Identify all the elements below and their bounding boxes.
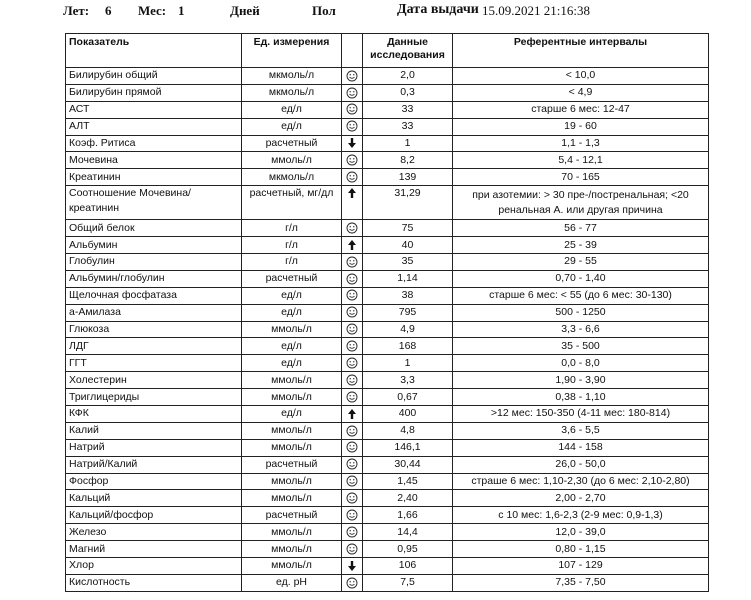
smile-icon — [346, 323, 358, 335]
row-ref: 107 - 129 — [453, 558, 709, 575]
smile-icon — [346, 306, 358, 318]
table-row — [66, 541, 709, 558]
smile-icon — [346, 543, 358, 555]
table-row — [66, 507, 709, 524]
smile-icon — [346, 70, 358, 82]
table-row — [66, 118, 709, 135]
row-name: Альбумин — [66, 237, 242, 254]
row-name: ГГТ — [66, 355, 242, 372]
table-row — [66, 558, 709, 575]
row-value: 7,5 — [363, 574, 453, 591]
row-ref: 25 - 39 — [453, 237, 709, 254]
row-flag — [342, 406, 363, 423]
row-value: 4,9 — [363, 321, 453, 338]
table-row — [66, 68, 709, 85]
row-value: 1,14 — [363, 270, 453, 287]
smile-icon — [346, 222, 358, 234]
smile-icon — [346, 374, 358, 386]
row-ref: 29 - 55 — [453, 254, 709, 271]
table-row — [66, 321, 709, 338]
row-flag — [342, 422, 363, 439]
row-flag — [342, 524, 363, 541]
row-flag — [342, 270, 363, 287]
row-ref: 5,4 - 12,1 — [453, 152, 709, 169]
table-row — [66, 186, 709, 220]
row-unit: ед/л — [242, 338, 342, 355]
report-header — [0, 0, 751, 30]
row-name: а-Амилаза — [66, 304, 242, 321]
table-row — [66, 287, 709, 304]
row-name: Кальций — [66, 490, 242, 507]
table-row — [66, 422, 709, 439]
row-ref: 70 - 165 — [453, 169, 709, 186]
row-ref: 3,6 - 5,5 — [453, 422, 709, 439]
row-flag — [342, 372, 363, 389]
table-row — [66, 152, 709, 169]
row-ref: при азотемии: > 30 пре-/постренальная; <20 ренальная А. или другая причина — [453, 186, 709, 220]
row-name: Калий — [66, 422, 242, 439]
smile-icon — [346, 273, 358, 285]
row-name: Общий белок — [66, 220, 242, 237]
row-unit: г/л — [242, 254, 342, 271]
row-unit: г/л — [242, 220, 342, 237]
row-name: АСТ — [66, 101, 242, 118]
row-unit: ед. pH — [242, 574, 342, 591]
row-value: 1,45 — [363, 473, 453, 490]
smile-icon — [346, 458, 358, 470]
table-row — [66, 135, 709, 152]
row-value: 3,3 — [363, 372, 453, 389]
row-value: 33 — [363, 118, 453, 135]
smile-icon — [346, 87, 358, 99]
row-ref: старше 6 мес: 12-47 — [453, 101, 709, 118]
row-ref: 1,1 - 1,3 — [453, 135, 709, 152]
years-label: Лет: — [63, 3, 90, 18]
row-name: Холестерин — [66, 372, 242, 389]
smile-icon — [346, 475, 358, 487]
row-unit: расчетный — [242, 456, 342, 473]
row-name: Билирубин прямой — [66, 84, 242, 101]
row-name: Альбумин/глобулин — [66, 270, 242, 287]
table-row — [66, 473, 709, 490]
row-name: Натрий — [66, 439, 242, 456]
row-unit: ммоль/л — [242, 439, 342, 456]
row-ref: 0,0 - 8,0 — [453, 355, 709, 372]
row-name: Глюкоза — [66, 321, 242, 338]
row-ref: с 10 мес: 1,6-2,3 (2-9 мес: 0,9-1,3) — [453, 507, 709, 524]
table-row — [66, 406, 709, 423]
row-flag — [342, 355, 363, 372]
table-row — [66, 439, 709, 456]
row-unit: г/л — [242, 237, 342, 254]
row-value: 139 — [363, 169, 453, 186]
row-ref: 56 - 77 — [453, 220, 709, 237]
row-flag — [342, 169, 363, 186]
table-row — [66, 456, 709, 473]
row-unit: ммоль/л — [242, 558, 342, 575]
row-name: Триглицериды — [66, 389, 242, 406]
row-ref: 144 - 158 — [453, 439, 709, 456]
row-ref: 35 - 500 — [453, 338, 709, 355]
smile-icon — [346, 357, 358, 369]
row-value: 31,29 — [363, 186, 453, 220]
row-unit: ед/л — [242, 355, 342, 372]
row-unit: ммоль/л — [242, 541, 342, 558]
row-name: ЛДГ — [66, 338, 242, 355]
smile-icon — [346, 120, 358, 132]
issue-date-label: Дата выдачи — [397, 2, 479, 17]
row-unit: ммоль/л — [242, 389, 342, 406]
row-ref: 3,3 - 6,6 — [453, 321, 709, 338]
days-label: Дней — [230, 3, 260, 18]
smile-icon — [346, 492, 358, 504]
row-flag — [342, 439, 363, 456]
table-row — [66, 270, 709, 287]
smile-icon — [346, 289, 358, 301]
row-unit: ммоль/л — [242, 524, 342, 541]
row-ref: страше 6 мес: 1,10-2,30 (до 6 мес: 2,10-2,80) — [453, 473, 709, 490]
row-flag — [342, 237, 363, 254]
row-unit: ммоль/л — [242, 321, 342, 338]
row-unit: расчетный — [242, 270, 342, 287]
row-flag — [342, 186, 363, 220]
row-value: 30,44 — [363, 456, 453, 473]
row-value: 40 — [363, 237, 453, 254]
row-value: 8,2 — [363, 152, 453, 169]
row-value: 1,66 — [363, 507, 453, 524]
row-name: Креатинин — [66, 169, 242, 186]
row-value: 2,0 — [363, 68, 453, 85]
row-name: Железо — [66, 524, 242, 541]
smile-icon — [346, 340, 358, 352]
sex-label: Пол — [312, 3, 336, 18]
smile-icon — [346, 526, 358, 538]
row-flag — [342, 490, 363, 507]
smile-icon — [346, 577, 358, 589]
row-flag — [342, 321, 363, 338]
row-value: 33 — [363, 101, 453, 118]
row-value: 106 — [363, 558, 453, 575]
column-header-flag — [342, 34, 363, 68]
row-name: Натрий/Калий — [66, 456, 242, 473]
row-ref: 2,00 - 2,70 — [453, 490, 709, 507]
row-unit: мкмоль/л — [242, 169, 342, 186]
arrow-down-icon — [346, 137, 358, 149]
row-ref: >12 мес: 150-350 (4-11 мес: 180-814) — [453, 406, 709, 423]
row-flag — [342, 84, 363, 101]
row-ref: < 10,0 — [453, 68, 709, 85]
arrow-up-icon — [346, 187, 358, 199]
months-value: 1 — [178, 3, 185, 18]
row-flag — [342, 135, 363, 152]
row-ref: 1,90 - 3,90 — [453, 372, 709, 389]
table-row — [66, 338, 709, 355]
row-ref: < 4,9 — [453, 84, 709, 101]
months-label: Мес: — [138, 3, 167, 18]
table-row — [66, 574, 709, 591]
row-ref: 0,38 - 1,10 — [453, 389, 709, 406]
arrow-up-icon — [346, 239, 358, 251]
row-flag — [342, 473, 363, 490]
row-value: 35 — [363, 254, 453, 271]
row-unit: ед/л — [242, 406, 342, 423]
table-row — [66, 372, 709, 389]
row-flag — [342, 118, 363, 135]
row-value: 0,67 — [363, 389, 453, 406]
row-ref: 26,0 - 50,0 — [453, 456, 709, 473]
row-flag — [342, 456, 363, 473]
row-value: 400 — [363, 406, 453, 423]
row-ref: 19 - 60 — [453, 118, 709, 135]
row-flag — [342, 68, 363, 85]
row-unit: ммоль/л — [242, 473, 342, 490]
row-flag — [342, 101, 363, 118]
row-unit: ммоль/л — [242, 152, 342, 169]
row-flag — [342, 254, 363, 271]
row-unit: ед/л — [242, 101, 342, 118]
column-header-value: Данные исследования — [363, 34, 453, 68]
row-name: Коэф. Ритиса — [66, 135, 242, 152]
row-name: Кислотность — [66, 574, 242, 591]
table-row — [66, 169, 709, 186]
row-unit: ммоль/л — [242, 490, 342, 507]
row-flag — [342, 220, 363, 237]
row-ref: 0,80 - 1,15 — [453, 541, 709, 558]
column-header-unit: Ед. измерения — [242, 34, 342, 68]
row-name: Соотношение Мочевина/креатинин — [66, 186, 242, 220]
row-value: 38 — [363, 287, 453, 304]
row-name: АЛТ — [66, 118, 242, 135]
row-unit: расчетный, мг/дл — [242, 186, 342, 220]
row-name: Глобулин — [66, 254, 242, 271]
row-flag — [342, 541, 363, 558]
row-value: 795 — [363, 304, 453, 321]
smile-icon — [346, 154, 358, 166]
row-flag — [342, 338, 363, 355]
row-value: 4,8 — [363, 422, 453, 439]
results-body — [66, 68, 709, 592]
table-row — [66, 490, 709, 507]
row-flag — [342, 304, 363, 321]
row-unit: мкмоль/л — [242, 84, 342, 101]
row-ref: 12,0 - 39,0 — [453, 524, 709, 541]
table-row — [66, 237, 709, 254]
smile-icon — [346, 425, 358, 437]
arrow-down-icon — [346, 560, 358, 572]
row-unit: ед/л — [242, 118, 342, 135]
row-value: 146,1 — [363, 439, 453, 456]
row-name: Магний — [66, 541, 242, 558]
smile-icon — [346, 103, 358, 115]
row-ref: 7,35 - 7,50 — [453, 574, 709, 591]
row-value: 1 — [363, 135, 453, 152]
smile-icon — [346, 256, 358, 268]
results-table — [65, 33, 709, 592]
row-unit: ед/л — [242, 304, 342, 321]
column-header-name: Показатель — [66, 34, 242, 68]
table-row — [66, 220, 709, 237]
row-unit: расчетный — [242, 135, 342, 152]
years-value: 6 — [105, 3, 112, 18]
issue-date-value: 15.09.2021 21:16:38 — [482, 3, 590, 18]
arrow-up-icon — [346, 408, 358, 420]
table-row — [66, 304, 709, 321]
row-value: 1 — [363, 355, 453, 372]
row-name: Мочевина — [66, 152, 242, 169]
row-flag — [342, 287, 363, 304]
table-row — [66, 254, 709, 271]
row-ref: старше 6 мес: < 55 (до 6 мес: 30-130) — [453, 287, 709, 304]
row-ref: 0,70 - 1,40 — [453, 270, 709, 287]
row-name: Фосфор — [66, 473, 242, 490]
row-unit: ед/л — [242, 287, 342, 304]
smile-icon — [346, 391, 358, 403]
row-flag — [342, 389, 363, 406]
row-unit: мкмоль/л — [242, 68, 342, 85]
row-ref: 500 - 1250 — [453, 304, 709, 321]
row-unit: ммоль/л — [242, 422, 342, 439]
row-name: Хлор — [66, 558, 242, 575]
row-flag — [342, 507, 363, 524]
row-unit: расчетный — [242, 507, 342, 524]
table-row — [66, 84, 709, 101]
row-value: 168 — [363, 338, 453, 355]
smile-icon — [346, 441, 358, 453]
table-row — [66, 355, 709, 372]
row-unit: ммоль/л — [242, 372, 342, 389]
table-header-row — [66, 34, 709, 68]
row-value: 2,40 — [363, 490, 453, 507]
row-flag — [342, 152, 363, 169]
row-name: Щелочная фосфатаза — [66, 287, 242, 304]
table-row — [66, 524, 709, 541]
column-header-ref: Референтные интервалы — [453, 34, 709, 68]
row-value: 0,95 — [363, 541, 453, 558]
row-flag — [342, 574, 363, 591]
table-row — [66, 389, 709, 406]
smile-icon — [346, 509, 358, 521]
row-value: 0,3 — [363, 84, 453, 101]
row-name: Билирубин общий — [66, 68, 242, 85]
row-name: Кальций/фосфор — [66, 507, 242, 524]
smile-icon — [346, 171, 358, 183]
row-name: КФК — [66, 406, 242, 423]
table-row — [66, 101, 709, 118]
row-value: 75 — [363, 220, 453, 237]
row-flag — [342, 558, 363, 575]
row-value: 14,4 — [363, 524, 453, 541]
